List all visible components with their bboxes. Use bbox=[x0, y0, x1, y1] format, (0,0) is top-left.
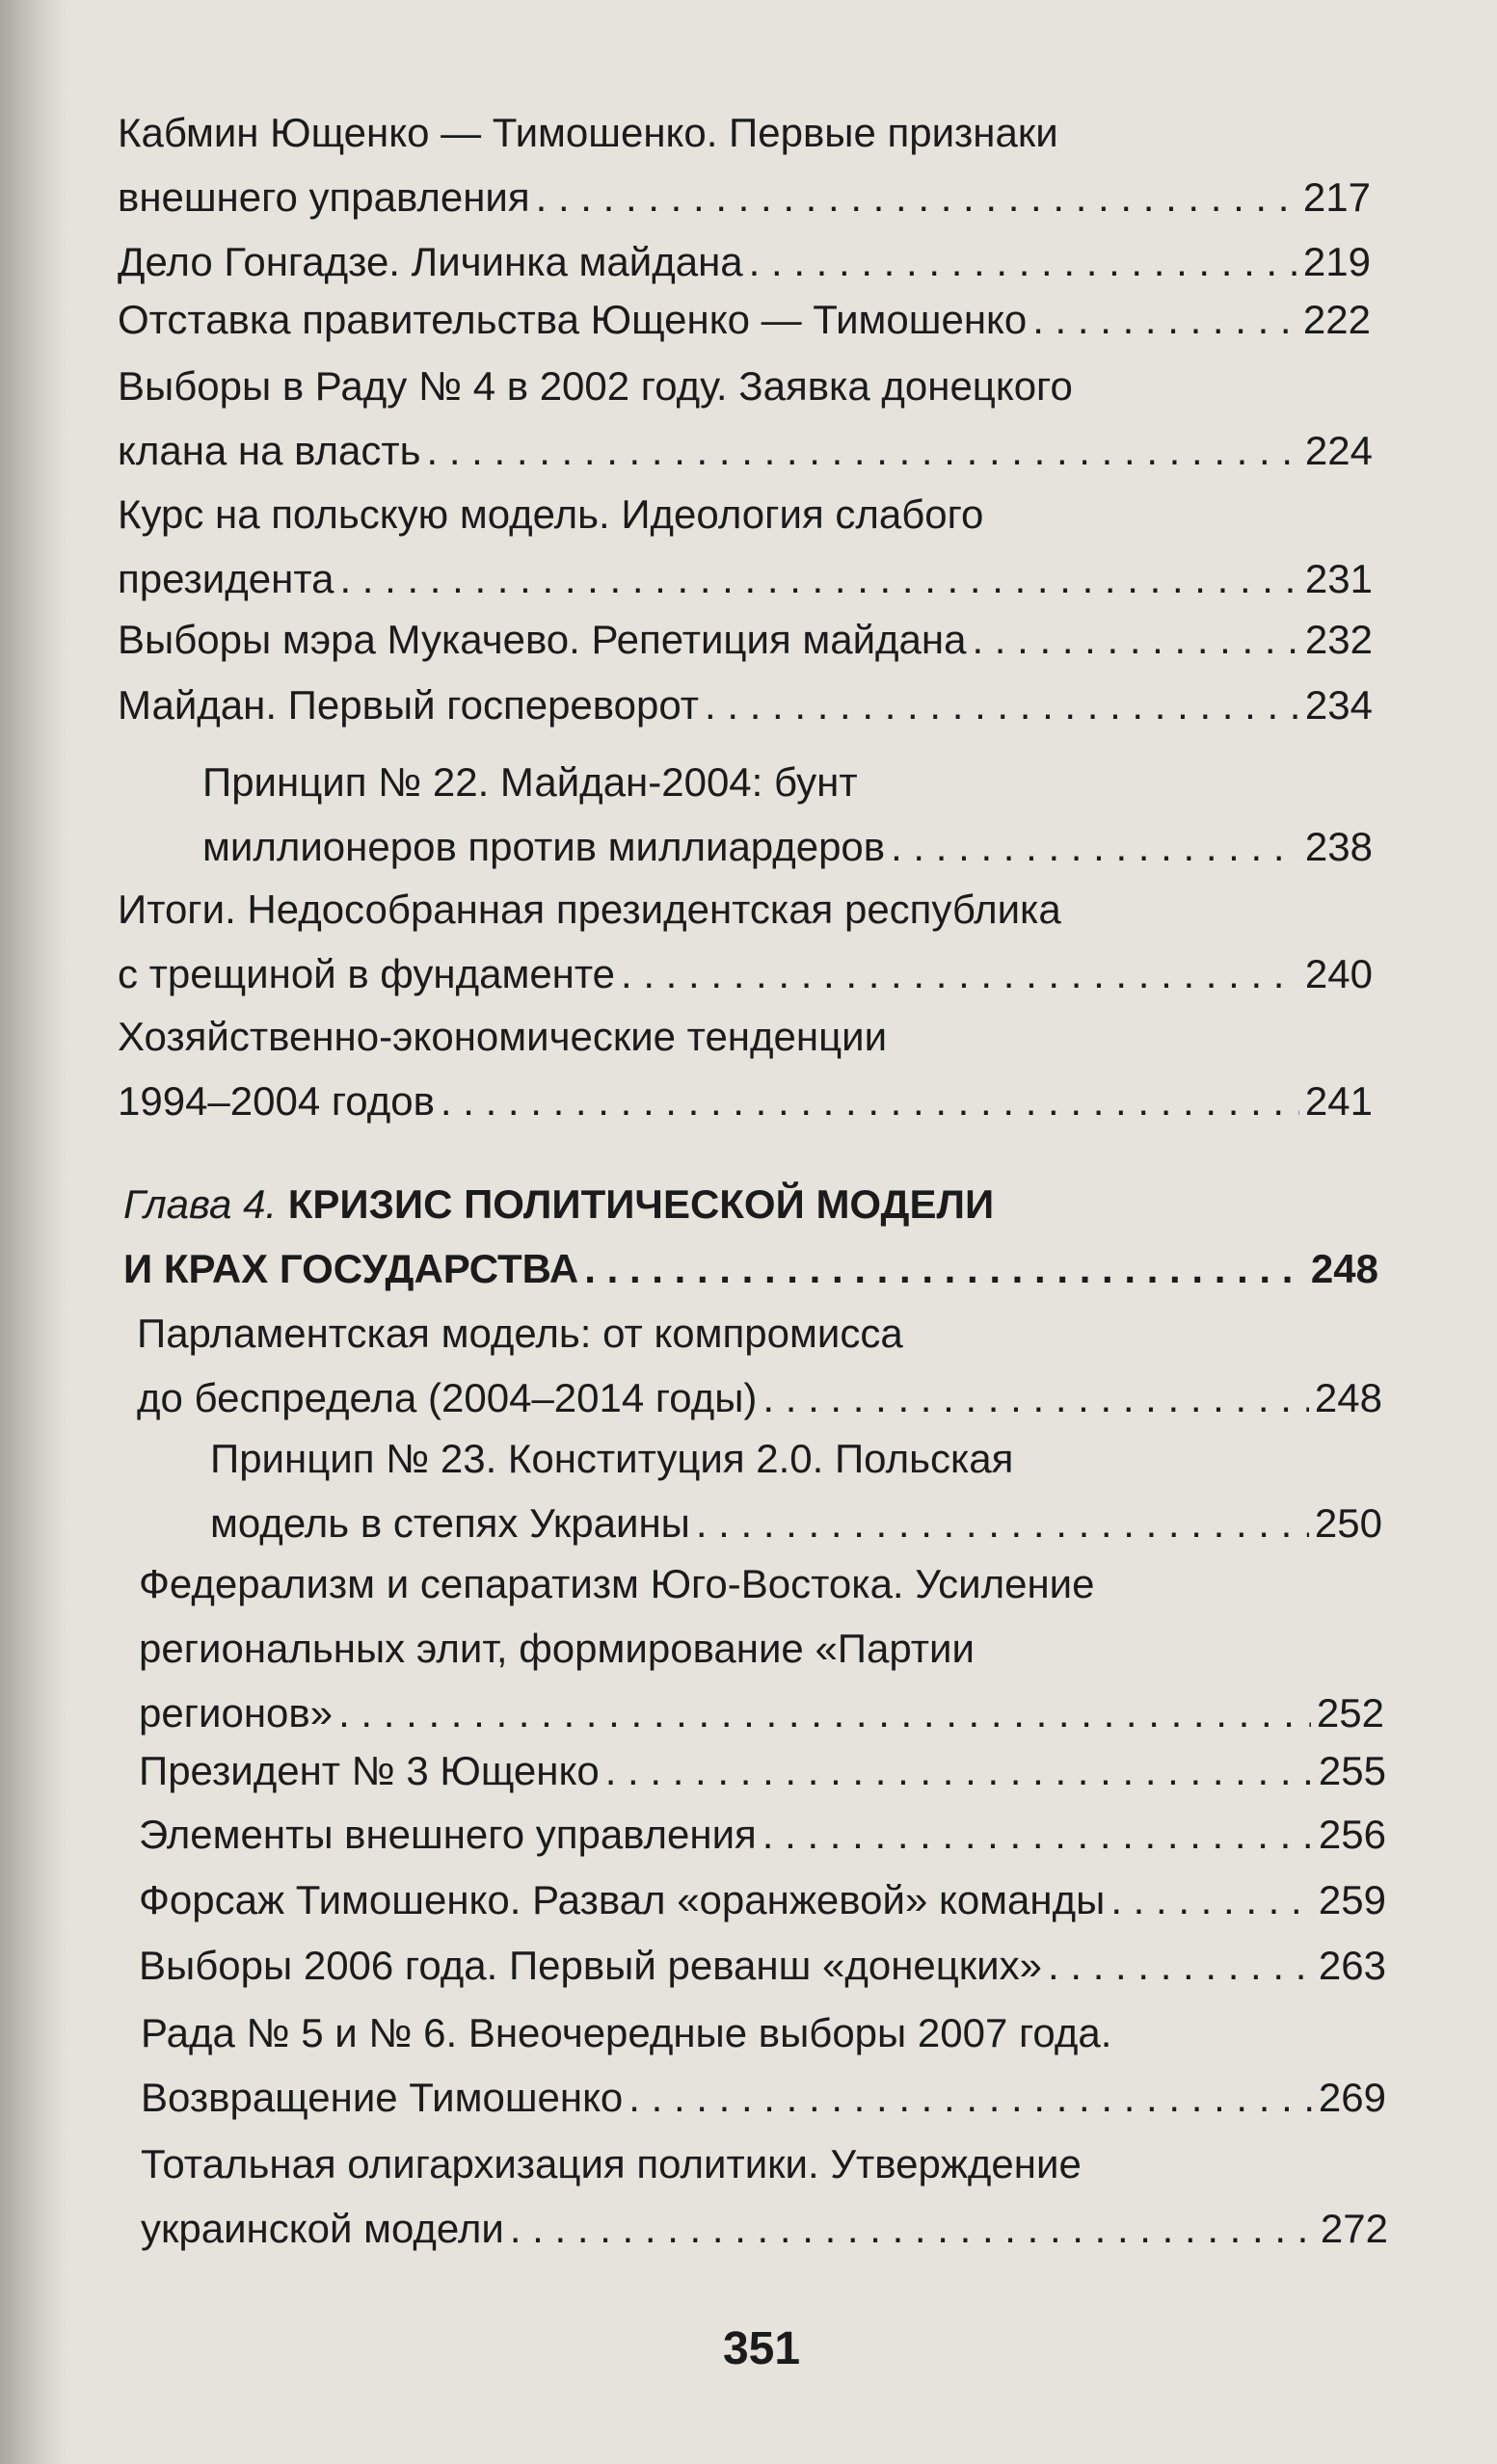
leader-dots bbox=[536, 165, 1297, 229]
page-number: 255 bbox=[1318, 1748, 1386, 1793]
toc-entry-text: Парламентская модель: от компромисса bbox=[137, 1311, 903, 1356]
toc-entry-text: Принцип № 23. Конституция 2.0. Польская bbox=[210, 1436, 1014, 1481]
toc-entry-text: Тотальная олигархизация политики. Утверждение bbox=[141, 2141, 1082, 2186]
toc-entry-text: миллионеров против миллиардеров bbox=[202, 824, 886, 869]
toc-entry-text: с трещиной в фундаменте bbox=[118, 951, 615, 996]
toc-entry-text: Возвращение Тимошенко bbox=[141, 2075, 624, 2120]
toc-entry bbox=[118, 100, 1371, 229]
toc-entry-text: Выборы 2006 года. Первый реванш «донецких» bbox=[139, 1943, 1043, 1988]
toc-entry-text: Принцип № 22. Майдан-2004: бунт bbox=[202, 759, 858, 805]
page-number: 238 bbox=[1304, 824, 1373, 869]
toc-entry bbox=[118, 607, 1373, 672]
leader-dots bbox=[338, 1681, 1311, 1745]
toc-entry-text: Форсаж Тимошенко. Развал «оранжевой» команды bbox=[139, 1877, 1106, 1922]
page-number: 232 bbox=[1304, 617, 1373, 662]
leader-dots bbox=[762, 1365, 1309, 1430]
leader-dots bbox=[628, 2065, 1313, 2130]
toc-entry-text: 1994–2004 годов bbox=[118, 1078, 435, 1124]
toc-entry-text: Майдан. Первый госпереворот bbox=[118, 682, 700, 728]
toc-entry-text: модель в степях Украины bbox=[210, 1500, 690, 1546]
page-number: 269 bbox=[1318, 2075, 1386, 2120]
leader-dots bbox=[762, 1802, 1313, 1867]
toc-entry-text: Отставка правительства Ющенко — Тимошенко bbox=[118, 297, 1028, 342]
chapter-title: И КРАХ ГОСУДАРСТВА bbox=[123, 1246, 579, 1291]
page-number: 222 bbox=[1302, 297, 1371, 342]
leader-dots bbox=[696, 1491, 1309, 1555]
toc-entry-text: клана на власть bbox=[118, 428, 421, 473]
toc-entry bbox=[118, 1004, 1373, 1133]
page-number: 234 bbox=[1304, 682, 1373, 728]
leader-dots bbox=[339, 546, 1298, 611]
leader-dots bbox=[749, 229, 1297, 294]
toc-entry-text: Хозяйственно-экономические тенденции bbox=[118, 1014, 888, 1059]
toc-entry bbox=[118, 877, 1373, 1006]
toc-entry-text: регионов» bbox=[139, 1690, 334, 1735]
page-number: 250 bbox=[1314, 1500, 1382, 1546]
page-number: 240 bbox=[1304, 951, 1373, 996]
page-number: 256 bbox=[1318, 1812, 1386, 1857]
leader-dots bbox=[510, 2196, 1315, 2261]
toc-entry bbox=[118, 287, 1371, 352]
leader-dots bbox=[584, 1236, 1305, 1301]
toc-entry-principle bbox=[210, 1426, 1382, 1555]
toc-entry-principle bbox=[202, 750, 1373, 879]
leader-dots bbox=[972, 607, 1298, 672]
toc-entry bbox=[118, 354, 1373, 483]
leader-dots bbox=[891, 814, 1299, 879]
page-number: 241 bbox=[1304, 1078, 1373, 1124]
chapter-label: Глава 4. bbox=[123, 1181, 278, 1227]
toc-entry-text: региональных элит, формирование «Партии bbox=[139, 1626, 975, 1671]
leader-dots bbox=[1032, 287, 1297, 352]
toc-entry-text: Кабмин Ющенко — Тимошенко. Первые признаки bbox=[118, 110, 1058, 155]
toc-entry bbox=[139, 1868, 1386, 1932]
page-number: 219 bbox=[1302, 239, 1371, 284]
page-number: 252 bbox=[1316, 1690, 1384, 1735]
toc-entry bbox=[139, 1738, 1386, 1803]
toc-entry bbox=[141, 2132, 1388, 2261]
page-number: 248 bbox=[1310, 1246, 1378, 1291]
toc-entry bbox=[139, 1551, 1384, 1745]
toc-entry-text: Президент № 3 Ющенко bbox=[139, 1748, 600, 1793]
chapter-heading bbox=[123, 1172, 1378, 1301]
toc-entry-text: Рада № 5 и № 6. Внеочередные выборы 2007 года. bbox=[141, 2010, 1112, 2055]
page-number: 224 bbox=[1304, 428, 1373, 473]
page-gutter-shadow bbox=[0, 0, 67, 2464]
page-number: 248 bbox=[1314, 1375, 1382, 1420]
leader-dots bbox=[1110, 1868, 1313, 1932]
leader-dots bbox=[705, 673, 1299, 737]
page-number: 272 bbox=[1320, 2206, 1388, 2251]
toc-entry-text: Элементы внешнего управления bbox=[139, 1812, 757, 1857]
toc-entry-text: до беспредела (2004–2014 годы) bbox=[137, 1375, 758, 1420]
toc-entry-text: Выборы мэра Мукачево. Репетиция майдана bbox=[118, 617, 967, 662]
leader-dots bbox=[605, 1738, 1313, 1803]
toc-entry-text: Итоги. Недособранная президентская республика bbox=[118, 887, 1061, 932]
toc-entry-text: украинской модели bbox=[141, 2206, 504, 2251]
leader-dots bbox=[441, 1069, 1299, 1133]
chapter-title: КРИЗИС ПОЛИТИЧЕСКОЙ МОДЕЛИ bbox=[287, 1181, 995, 1227]
leader-dots bbox=[1048, 1933, 1313, 1998]
page-number: 231 bbox=[1304, 556, 1373, 601]
toc-entry bbox=[118, 482, 1373, 611]
leader-dots bbox=[621, 941, 1299, 1006]
page-footer-number: 351 bbox=[722, 2323, 801, 2374]
page-number: 263 bbox=[1318, 1943, 1386, 1988]
toc-entry-text: президента bbox=[118, 556, 334, 601]
toc-entry bbox=[141, 2000, 1386, 2130]
toc-entry-text: внешнего управления bbox=[118, 174, 530, 220]
toc-entry bbox=[139, 1933, 1386, 1998]
leader-dots bbox=[427, 418, 1299, 483]
toc-entry-text: Выборы в Раду № 4 в 2002 году. Заявка донецкого bbox=[118, 363, 1073, 409]
page-number: 217 bbox=[1302, 174, 1371, 220]
toc-entry bbox=[137, 1301, 1382, 1430]
toc-entry bbox=[139, 1802, 1386, 1867]
toc-entry-text: Дело Гонгадзе. Личинка майдана bbox=[118, 239, 743, 284]
toc-entry-text: Федерализм и сепаратизм Юго-Востока. Усиление bbox=[139, 1561, 1095, 1606]
toc-entry-text: Курс на польскую модель. Идеология слабого bbox=[118, 491, 984, 537]
toc-entry bbox=[118, 673, 1373, 737]
toc-entry bbox=[118, 229, 1371, 294]
page-number: 259 bbox=[1318, 1877, 1386, 1922]
